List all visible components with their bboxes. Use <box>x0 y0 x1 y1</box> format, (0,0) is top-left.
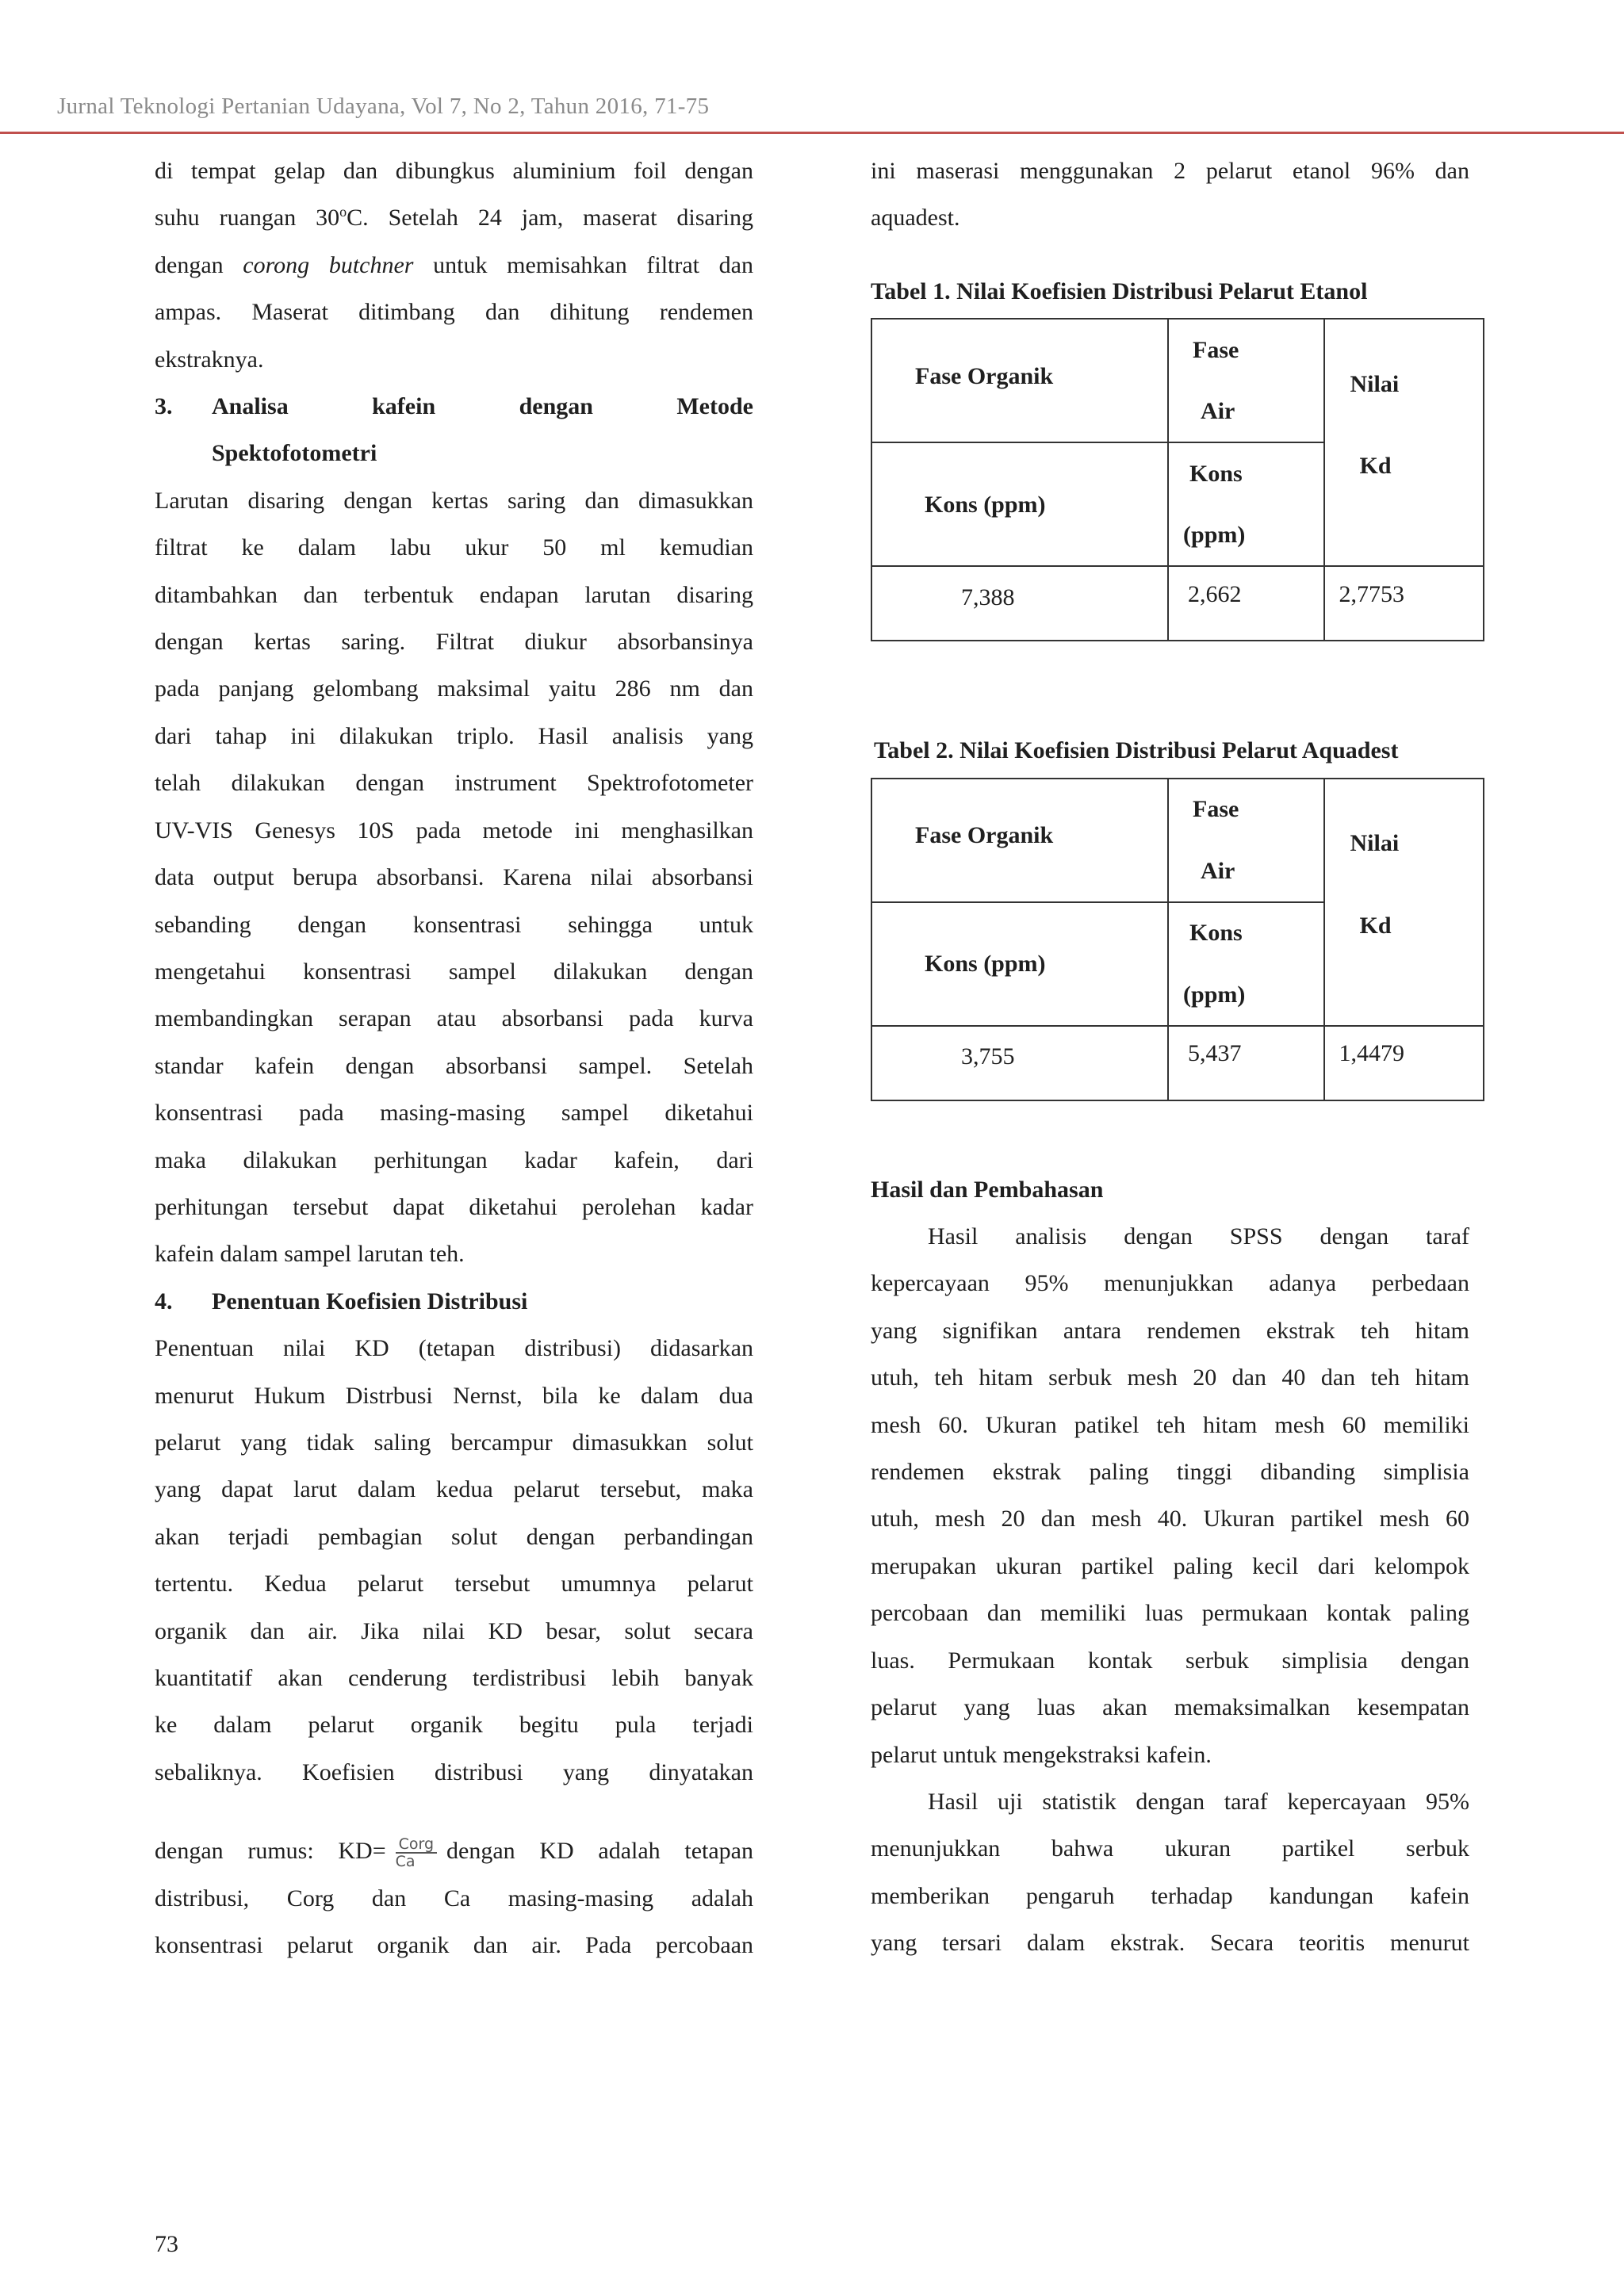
paragraph-uji <box>871 1778 1469 1967</box>
section-heading-3: 3. Analisa kafein dengan Metode <box>155 393 753 420</box>
text-line: akan terjadi pembagian solut dengan perbandingan <box>155 1523 753 1550</box>
text-line: yang signifikan antara rendemen ekstrak teh hitam <box>871 1317 1469 1344</box>
text-line: filtrat ke dalam labu ukur 50 ml kemudian <box>155 534 753 561</box>
text-line: mesh 60. Ukuran patikel teh hitam mesh 60 memiliki <box>871 1411 1469 1438</box>
text-line: pelarut yang luas akan memaksimalkan kesempatan <box>871 1694 1469 1721</box>
text-line: pelarut untuk mengekstraksi kafein. <box>871 1741 1212 1768</box>
text-line: rendemen ekstrak paling tinggi dibanding simplisia <box>871 1459 1469 1486</box>
text-line: ke dalam pelarut organik begitu pula terjadi <box>155 1712 753 1739</box>
text-line: ini maserasi menggunakan 2 pelarut etanol 96% dan <box>871 158 1469 184</box>
formula-line: dengan rumus: KD= $\frac{\text{Corg}}{Ca}$ dengan KD adalah tetapan <box>155 1835 753 1871</box>
right-column <box>871 147 1469 1967</box>
text-line: yang tersari dalam ekstrak. Secara teoritis menurut <box>871 1930 1469 1957</box>
table1-header-fase-air: Fase Air <box>1168 319 1323 442</box>
page-number: 73 <box>155 2231 178 2257</box>
text-line: luas. Permukaan kontak serbuk simplisia dengan <box>871 1647 1469 1674</box>
text-line: kafein dalam sampel larutan teh. <box>155 1241 465 1268</box>
text-line: ampas. Maserat ditimbang dan dihitung rendemen <box>155 299 753 326</box>
table2-value-kd: 1,4479 <box>1324 1026 1484 1100</box>
table2-header-kons-air: Kons (ppm) <box>1168 902 1323 1026</box>
degree-symbol: o <box>339 204 347 220</box>
text-line: Penentuan nilai KD (tetapan distribusi) didasarkan <box>155 1335 753 1362</box>
text-line: Hasil uji statistik dengan taraf kepercayaan 95% <box>928 1788 1469 1815</box>
paragraph-hasil <box>871 1213 1469 1778</box>
left-column <box>155 147 753 1969</box>
text-line: menunjukkan bahwa ukuran partikel serbuk <box>871 1835 1469 1862</box>
text-line: konsentrasi pelarut organik dan air. Pada percobaan <box>155 1932 753 1959</box>
italic-term: corong butchner <box>243 251 414 278</box>
text-line: merupakan ukuran partikel paling kecil dari kelompok <box>871 1552 1469 1579</box>
text-line: Hasil analisis dengan SPSS dengan taraf <box>928 1223 1469 1250</box>
text-line: maka dilakukan perhitungan kadar kafein, dari <box>155 1146 753 1173</box>
table1-value-org: 7,388 <box>871 566 1168 641</box>
kd-formula: $\frac{\text{Corg}}{Ca}$ <box>396 1836 437 1869</box>
text-line: pada panjang gelombang maksimal yaitu 286 nm dan <box>155 675 753 702</box>
text-line: utuh, teh hitam serbuk mesh 20 dan 40 dan teh hitam <box>871 1364 1469 1391</box>
table2-header-kons-org: Kons (ppm) <box>871 902 1168 1026</box>
paragraph-analisa <box>155 477 753 1278</box>
text-line: suhu ruangan 30$^o$C. Setelah 24 jam, maserat disaring <box>155 204 754 232</box>
text-line: sebaliknya. Koefisien distribusi yang dinyatakan <box>155 1758 753 1785</box>
text-line: tertentu. Kedua pelarut tersebut umumnya pelarut <box>155 1571 753 1598</box>
text-line: Larutan disaring dengan kertas saring dan dimasukkan <box>155 487 753 514</box>
text-line: UV-VIS Genesys 10S pada metode ini menghasilkan <box>155 817 753 844</box>
running-header: Jurnal Teknologi Pertanian Udayana, Vol 7, No 2, Tahun 2016, 71-75 <box>57 94 710 119</box>
text-line: perhitungan tersebut dapat diketahui perolehan kadar <box>155 1193 753 1220</box>
text-line: membandingkan serapan atau absorbansi pada kurva <box>155 1005 753 1032</box>
text-line: utuh, mesh 20 dan mesh 40. Ukuran partikel mesh 60 <box>871 1506 1469 1533</box>
text-line: yang dapat larut dalam kedua pelarut tersebut, maka <box>155 1476 753 1503</box>
text-line: memberikan pengaruh terhadap kandungan kafein <box>871 1882 1469 1909</box>
text-line: percobaan dan memiliki luas permukaan kontak paling <box>871 1600 1469 1627</box>
text-line: distribusi, Corg dan Ca masing-masing adalah <box>155 1885 753 1911</box>
section-heading-hasil: Hasil dan Pembahasan <box>871 1176 1104 1203</box>
text-line: menurut Hukum Distrbusi Nernst, bila ke dalam dua <box>155 1382 753 1409</box>
table1-caption: Tabel 1. Nilai Koefisien Distribusi Pelarut Etanol <box>871 277 1368 304</box>
table2-header-nilai-kd: Nilai Kd <box>1324 779 1484 1026</box>
table1-value-air: 2,662 <box>1168 566 1323 641</box>
paragraph-koefisien <box>155 1325 753 1796</box>
text-line: organik dan air. Jika nilai KD besar, solut secara <box>155 1617 753 1644</box>
header-rule <box>0 132 1624 134</box>
text-line: konsentrasi pada masing-masing sampel diketahui <box>155 1100 753 1127</box>
section-heading-3-cont: Spektofotometri <box>212 440 377 467</box>
text-line: dengan kertas saring. Filtrat diukur absorbansinya <box>155 629 753 656</box>
text-line: mengetahui konsentrasi sampel dilakukan dengan <box>155 958 753 985</box>
table2-value-org: 3,755 <box>871 1026 1168 1100</box>
text-line: kuantitatif akan cenderung terdistribusi lebih banyak <box>155 1665 753 1691</box>
table1-header-nilai-kd: Nilai Kd <box>1324 319 1484 566</box>
text-line: di tempat gelap dan dibungkus aluminium foil dengan <box>155 158 753 184</box>
table1-value-kd: 2,7753 <box>1324 566 1484 641</box>
text-line: kepercayaan 95% menunjukkan adanya perbedaan <box>871 1270 1469 1297</box>
table1-header-kons-org: Kons (ppm) <box>871 442 1168 566</box>
text-line: data output berupa absorbansi. Karena nilai absorbansi <box>155 864 753 891</box>
text-line: standar kafein dengan absorbansi sampel. Setelah <box>155 1052 753 1079</box>
table1-header-kons-air: Kons (ppm) <box>1168 442 1323 566</box>
table2-header-fase-organik: Fase Organik <box>871 779 1168 902</box>
table1 <box>871 318 1484 641</box>
text-line: aquadest. <box>871 205 960 232</box>
text-line: ditambahkan dan terbentuk endapan larutan disaring <box>155 581 753 608</box>
text-line: sebanding dengan konsentrasi sehingga untuk <box>155 911 753 938</box>
table2 <box>871 778 1484 1101</box>
section-heading-4: 4. Penentuan Koefisien Distribusi <box>155 1288 528 1314</box>
text-line: dari tahap ini dilakukan triplo. Hasil analisis yang <box>155 722 753 749</box>
text-line: telah dilakukan dengan instrument Spektrofotometer <box>155 770 753 797</box>
table2-header-fase-air: Fase Air <box>1168 779 1323 902</box>
text-line: pelarut yang tidak saling bercampur dimasukkan solut <box>155 1429 753 1456</box>
table2-caption: Tabel 2. Nilai Koefisien Distribusi Pelarut Aquadest <box>874 737 1399 764</box>
text-line: dengan corong butchner untuk memisahkan filtrat dan <box>155 251 753 278</box>
table1-header-fase-organik: Fase Organik <box>871 319 1168 442</box>
text-line: ekstraknya. <box>155 346 264 373</box>
table2-value-air: 5,437 <box>1168 1026 1323 1100</box>
